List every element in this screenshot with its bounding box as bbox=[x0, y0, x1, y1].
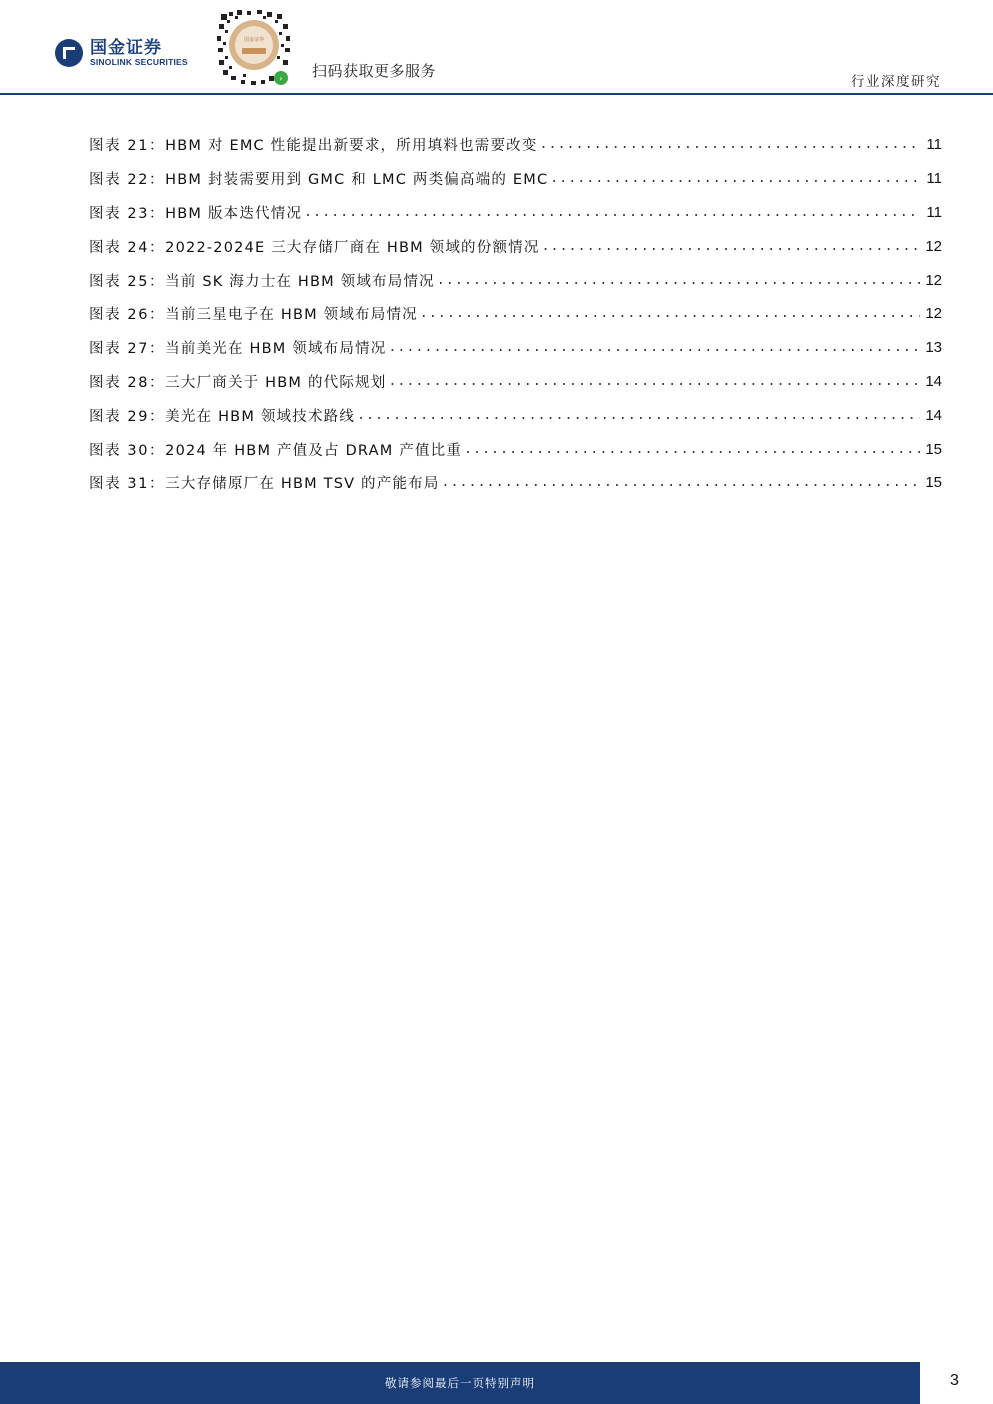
logo-english-name: SINOLINK SECURITIES bbox=[90, 56, 188, 67]
company-logo bbox=[54, 38, 188, 68]
toc-page-number[interactable]: 15 bbox=[925, 440, 942, 458]
toc-figure-title[interactable]: 三大存储原厂在 HBM TSV 的产能布局 bbox=[165, 476, 440, 493]
toc-leader-dots bbox=[437, 273, 920, 288]
toc-entry[interactable] bbox=[89, 128, 942, 162]
page-number: 3 bbox=[950, 1372, 959, 1389]
toc-figure-label: 图表 25： bbox=[89, 273, 166, 290]
toc-leader-dots bbox=[464, 442, 920, 457]
toc-entry[interactable] bbox=[89, 263, 942, 297]
toc-leader-dots bbox=[540, 137, 920, 152]
toc-leader-dots bbox=[442, 475, 920, 490]
figure-list bbox=[89, 128, 942, 500]
qr-center-label: 国金证券 bbox=[243, 37, 265, 43]
toc-leader-dots bbox=[542, 239, 920, 254]
toc-leader-dots bbox=[388, 340, 920, 355]
toc-figure-title[interactable]: 当前三星电子在 HBM 领域布局情况 bbox=[165, 307, 418, 324]
toc-figure-label: 图表 29： bbox=[89, 408, 166, 425]
toc-page-number[interactable]: 12 bbox=[925, 237, 942, 255]
toc-figure-label: 图表 28： bbox=[89, 374, 166, 391]
report-type-label: 行业深度研究 bbox=[851, 74, 941, 90]
toc-figure-label: 图表 27： bbox=[89, 341, 166, 358]
toc-page-number[interactable]: 14 bbox=[925, 372, 942, 390]
toc-figure-title[interactable]: HBM 版本迭代情况 bbox=[165, 205, 303, 222]
toc-figure-title[interactable]: 当前 SK 海力士在 HBM 领域布局情况 bbox=[165, 273, 435, 290]
toc-page-number[interactable]: 11 bbox=[926, 136, 942, 154]
toc-figure-label: 图表 21： bbox=[89, 138, 166, 155]
toc-page-number[interactable]: 15 bbox=[925, 474, 942, 492]
toc-leader-dots bbox=[357, 408, 920, 423]
toc-figure-label: 图表 22： bbox=[89, 172, 166, 189]
toc-leader-dots bbox=[304, 205, 920, 220]
logo-chinese-name: 国金证券 bbox=[90, 37, 162, 58]
toc-figure-title[interactable]: 美光在 HBM 领域技术路线 bbox=[165, 408, 356, 425]
toc-entry[interactable] bbox=[89, 229, 942, 263]
toc-figure-label: 图表 23： bbox=[89, 205, 166, 222]
svg-text:›: › bbox=[279, 74, 283, 83]
scan-prompt: 扫码获取更多服务 bbox=[312, 62, 437, 80]
toc-page-number[interactable]: 11 bbox=[926, 170, 942, 188]
toc-entry[interactable] bbox=[89, 432, 942, 466]
toc-entry[interactable] bbox=[89, 297, 942, 331]
toc-page-number[interactable]: 14 bbox=[925, 406, 942, 424]
toc-entry[interactable] bbox=[89, 466, 942, 500]
toc-entry[interactable] bbox=[89, 331, 942, 365]
toc-entry[interactable] bbox=[89, 365, 942, 399]
toc-page-number[interactable]: 12 bbox=[925, 305, 942, 323]
footer-disclaimer: 敬请参阅最后一页特别声明 bbox=[385, 1376, 535, 1390]
header-divider bbox=[0, 93, 993, 95]
toc-page-number[interactable]: 11 bbox=[926, 203, 942, 221]
toc-figure-title[interactable]: 2024 年 HBM 产值及占 DRAM 产值比重 bbox=[165, 442, 463, 459]
toc-entry[interactable] bbox=[89, 398, 942, 432]
toc-figure-label: 图表 26： bbox=[89, 307, 166, 324]
toc-page-number[interactable]: 12 bbox=[925, 271, 942, 289]
toc-figure-label: 图表 30： bbox=[89, 442, 166, 459]
toc-leader-dots bbox=[550, 171, 920, 186]
toc-leader-dots bbox=[420, 306, 920, 321]
toc-entry[interactable] bbox=[89, 196, 942, 230]
toc-figure-title[interactable]: 当前美光在 HBM 领域布局情况 bbox=[165, 341, 387, 358]
toc-figure-label: 图表 31： bbox=[89, 476, 166, 493]
toc-figure-title[interactable]: 三大厂商关于 HBM 的代际规划 bbox=[165, 374, 387, 391]
toc-figure-title[interactable]: 2022-2024E 三大存储厂商在 HBM 领域的份额情况 bbox=[165, 239, 540, 256]
toc-entry[interactable] bbox=[89, 162, 942, 196]
page-header bbox=[0, 0, 993, 96]
toc-figure-label: 图表 24： bbox=[89, 239, 166, 256]
qr-code-icon[interactable] bbox=[217, 8, 291, 86]
toc-figure-title[interactable]: HBM 对 EMC 性能提出新要求，所用填料也需要改变 bbox=[165, 138, 538, 155]
toc-figure-title[interactable]: HBM 封装需要用到 GMC 和 LMC 两类偏高端的 EMC bbox=[165, 172, 549, 189]
toc-page-number[interactable]: 13 bbox=[925, 339, 942, 357]
logo-mark-icon bbox=[54, 38, 84, 68]
toc-leader-dots bbox=[388, 374, 920, 389]
